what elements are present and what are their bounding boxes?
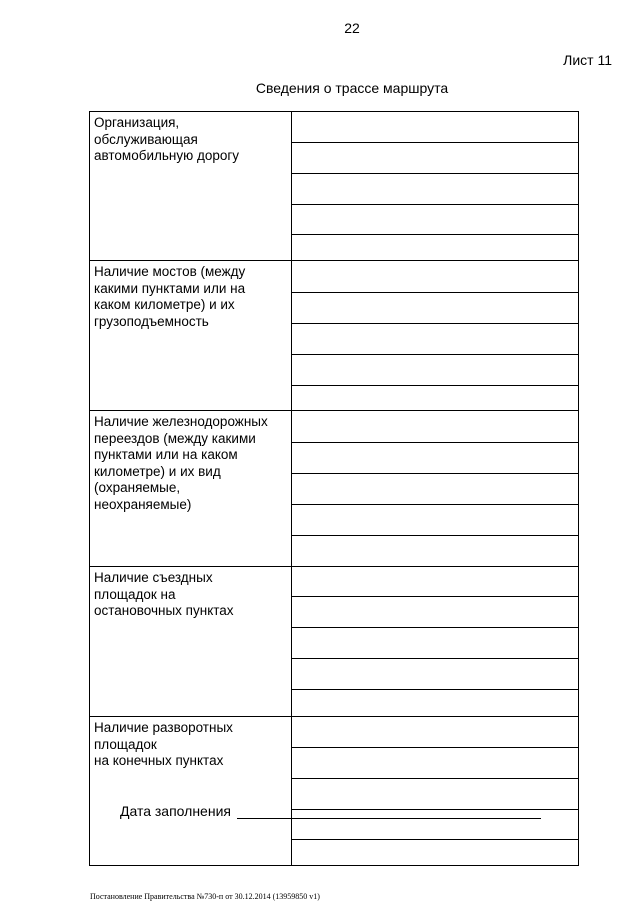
row-entry-lines bbox=[292, 567, 579, 717]
row-entry-lines bbox=[292, 261, 579, 411]
footer-note: Постановление Правительства №730-п от 30.12.2014 (13959850 v1) bbox=[90, 892, 320, 901]
entry-line-field[interactable] bbox=[292, 293, 578, 324]
entry-line-field[interactable] bbox=[292, 567, 578, 597]
sheet-label: Лист 11 bbox=[563, 52, 612, 68]
entry-line-field[interactable] bbox=[292, 235, 578, 260]
entry-line-field[interactable] bbox=[292, 597, 578, 628]
fill-date-row bbox=[120, 803, 541, 819]
row-label-text: Наличие разворотных площадок на конечных пунктах bbox=[94, 720, 233, 768]
row-label bbox=[90, 567, 292, 717]
entry-line-field[interactable] bbox=[292, 474, 578, 505]
entry-line-field[interactable] bbox=[292, 174, 578, 205]
entry-line-field[interactable] bbox=[292, 717, 578, 748]
entry-line-field[interactable] bbox=[292, 411, 578, 443]
row-label-text: Наличие съездных площадок на остановочных пунктах bbox=[94, 570, 234, 618]
row-entry-lines bbox=[292, 112, 579, 261]
table-row bbox=[90, 112, 579, 261]
entry-line-field[interactable] bbox=[292, 143, 578, 174]
row-label bbox=[90, 411, 292, 567]
fill-date-field[interactable] bbox=[237, 804, 541, 819]
fill-date-label: Дата заполнения bbox=[120, 803, 231, 819]
entry-line-field[interactable] bbox=[292, 659, 578, 690]
entry-line-field[interactable] bbox=[292, 690, 578, 716]
row-label bbox=[90, 112, 292, 261]
row-label-text: Организация, обслуживающая автомобильную дорогу bbox=[94, 115, 240, 163]
row-label-text: Наличие железнодорожных переездов (между какими пунктами или на каком километре) и их вид (охраняемые, неохраняемые) bbox=[94, 414, 268, 512]
entry-line-field[interactable] bbox=[292, 505, 578, 536]
entry-line-field[interactable] bbox=[292, 840, 578, 865]
entry-line-field[interactable] bbox=[292, 324, 578, 355]
entry-line-field[interactable] bbox=[292, 628, 578, 659]
entry-line-field[interactable] bbox=[292, 386, 578, 410]
table-row bbox=[90, 261, 579, 411]
row-entry-lines bbox=[292, 717, 579, 866]
row-label bbox=[90, 717, 292, 866]
table-row bbox=[90, 567, 579, 717]
entry-line-field[interactable] bbox=[292, 536, 578, 566]
table-row bbox=[90, 717, 579, 866]
page-number: 22 bbox=[344, 20, 360, 36]
entry-line-field[interactable] bbox=[292, 205, 578, 235]
route-info-table bbox=[89, 111, 579, 866]
row-label-text: Наличие мостов (между какими пунктами или на каком километре) и их грузоподъемность bbox=[94, 264, 246, 329]
row-entry-lines bbox=[292, 411, 579, 567]
entry-line-field[interactable] bbox=[292, 355, 578, 386]
entry-line-field[interactable] bbox=[292, 112, 578, 143]
entry-line-field[interactable] bbox=[292, 261, 578, 293]
row-label bbox=[90, 261, 292, 411]
entry-line-field[interactable] bbox=[292, 748, 578, 779]
entry-line-field[interactable] bbox=[292, 443, 578, 474]
document-title: Сведения о трассе маршрута bbox=[255, 80, 449, 96]
table-row bbox=[90, 411, 579, 567]
